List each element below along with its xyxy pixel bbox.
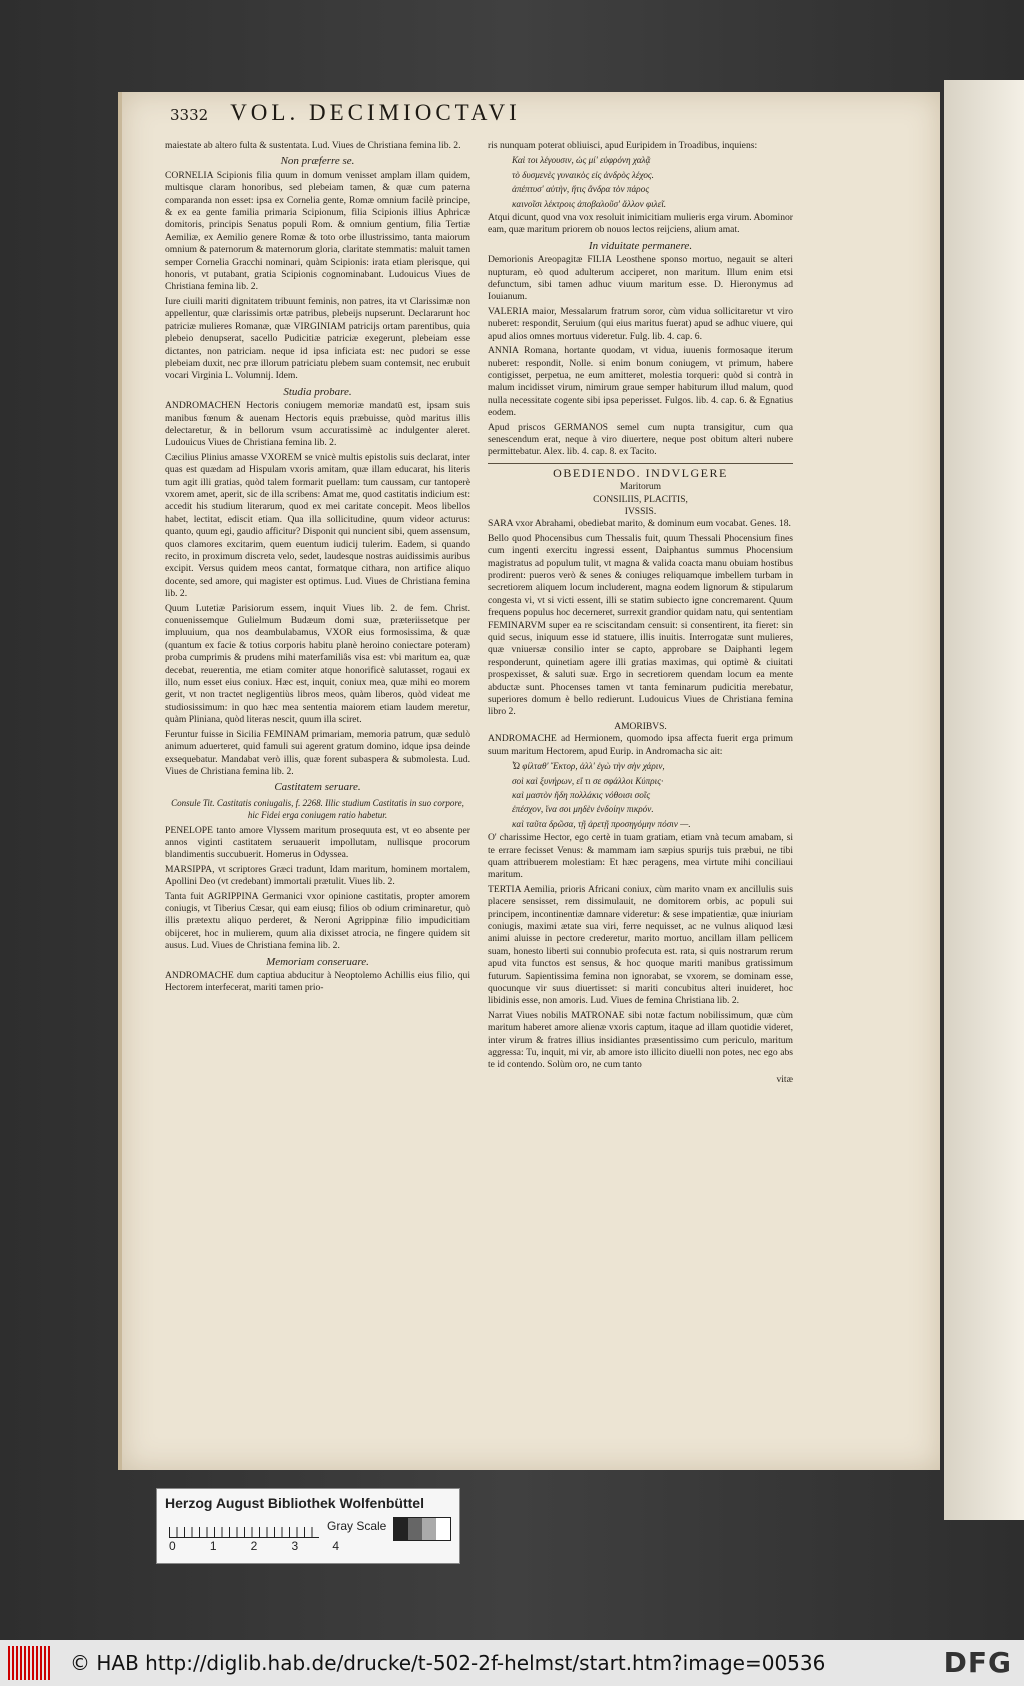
section-heading: Castitatem seruare. bbox=[274, 781, 361, 794]
copyright-url[interactable]: © HAB http://diglib.hab.de/drucke/t-502-2f-helmst/start.htm?image=00536 bbox=[70, 1651, 826, 1675]
greek-verse: Ὦ φίλταθ' Ἕκτορ, ἀλλ' ἐγὼ τὴν σὴν χάριν, bbox=[512, 761, 665, 772]
paragraph: Cæcilius Plinius amasse VXOREM se vnicè multis epistolis suis declarat, inter quas est quædam ad Hispulam vxoris amitam, quæ illam educarat, his literis tum agit illi gratias, quòd talem formarit puellam: tum caussam, cur tantoperè vxorem amet, aperit, sic de illa scribens: Amat me, quod castitatis indicium est: accedit his studium literarum, quod ex mei caritate concepit. Meos libellos habet, lectitat, ediscit etiam. Qua illa sollicitudine, quum videor acturus: quanto, quum egi, gaudio afficitur? Disponit qui nuncient sibi, quem assensum, quos clamores excitarim, quem euentum iudicij tulerim. Eadem, si quando recito, in proximum discreta velo, sedet, laudesque nostras auidissimis auribus excipit. Versus quidem meos cantat, formatque cithara, non artifice aliquo docente, sed amore, qui magister est optimus. Lud. Viues de Christiana femina lib. 2. bbox=[165, 451, 470, 600]
greek-verse: ἐπέσχον, ἵνα σοι μηδὲν ἐνδοίην πικρόν. bbox=[512, 804, 654, 815]
paragraph: ANDROMACHEN Hectoris coniugem memoriæ mandatū est, ipsam suis manibus fœnum & auenam Hectoris equis præbuisse, quòd maritus illis delectaretur, & in bellorum vsum accuratissimè ac indulgenter aleret. Ludouicus Viues de Christiana femina lib. 2. bbox=[165, 400, 470, 449]
section-heading: Memoriam conseruare. bbox=[266, 955, 369, 968]
paragraph: Tanta fuit AGRIPPINA Germanici vxor opinione castitatis, propter amorem coniugis, vt Tiberius Cæsar, qui eam eiusq; filios ob odium criminaretur, quò illis prætextu aliquo perderet, & Neroni Agrippinæ filio impudicitiam obijceret, hoc in mulierem, quum alia dixisset atrocia, ne fingere quidem sit ausus. Lud. Viues de Christiana femina lib. 2. bbox=[165, 890, 470, 952]
paragraph: Feruntur fuisse in Sicilia FEMINAM primariam, memoria patrum, quæ sedulò animum aduerteret, quid famuli sui agerent gratum domino, idque ipsa deinde exsequebatur. Mandabat verò illis, quæ forent subaspera & submolesta. Lud. Viues de Christiana femina lib. 2. bbox=[165, 728, 470, 777]
paragraph: ANDROMACHE ad Hermionem, quomodo ipsa affecta fuerit erga primum suum maritum Hectorem, apud Eurip. in Andromacha sic ait: bbox=[488, 733, 793, 757]
greek-verse: Καὶ τοι λέγουσιν, ὡς μί' εὐφρόνη χαλᾷ bbox=[512, 155, 651, 166]
paragraph: Iure ciuili mariti dignitatem tribuunt feminis, non patres, ita vt Clarissimæ non appellentur, quæ clarissimis ortæ patribus, plebeijs nupserunt. Declararunt hoc patriciæ mulieres Romanæ, quæ VIRGINIAM patricijs ortam parentibus, quia plebeio denupserat, sacello Pudicitiæ patriciæ exegerunt, plebeiam esse dictantes, non patriciam. neque id ipsa inficiata est: nec pudori se esse plebeiam duxit, nec præ illorum patriciatu plebem suam contemsit, nec erubuit vocari Virginia L. Volumnij. Idem. bbox=[165, 295, 470, 382]
paragraph: ANNIA Romana, hortante quodam, vt vidua, iuuenis formosaque iterum nuberet: respondit, Nolle. si enim bonum coniugem, vt primum, habere contigisset, perpetua, ne eum amitteret, molestia torqueri: quòd si contrà in malum incidisset virum, nimirum graue semper habiturum illud malum, quod nulla necessitate cogente sibi ipsa peperisset. Fulgos. lib. 4. cap. 6. & Egnatius eodem. bbox=[488, 345, 793, 419]
chapter-subheading: IVSSIS. bbox=[624, 506, 657, 517]
library-color-target bbox=[156, 1488, 460, 1564]
paragraph: Atqui dicunt, quod vna vox resoluit inimicitiam mulieris erga virum. Abominor eam, quæ maritum priorem ob nouos lectos reijciens, alium amat. bbox=[488, 212, 793, 236]
paragraph: maiestate ab altero fulta & sustentata. Lud. Viues de Christiana femina lib. 2. bbox=[165, 140, 461, 151]
scale-ruler bbox=[169, 1515, 319, 1538]
section-heading: In viduitate permanere. bbox=[588, 239, 693, 252]
greek-verse: τὸ δυσμενὲς γυναικὸς εἰς ἀνδρὸς λέχος. bbox=[512, 169, 654, 180]
dfg-logo: DFG bbox=[943, 1646, 1012, 1679]
ruler-number: 1 bbox=[209, 1539, 217, 1553]
section-heading: AMORIBVS. bbox=[614, 721, 667, 732]
ruler-number: 2 bbox=[250, 1539, 258, 1553]
left-column bbox=[165, 140, 470, 1200]
gray-scale-swatch bbox=[393, 1517, 451, 1541]
paragraph: SARA vxor Abrahami, obediebat marito, & dominum eum vocabat. Genes. 18. bbox=[488, 518, 791, 530]
section-heading: Non præferre se. bbox=[280, 155, 355, 168]
paragraph: Bello quod Phocensibus cum Thessalis fuit, quum Thessali Phocensium fines cum ingenti exercitu ingressi essent, Daiphantus summus Phocensium magistratus ad populum tulit, vt magna & valida coacta manu obuiam hostibus prodirent: pueros verò & senes & coniuges reliquamque imbellem turbam in secretiorem aliquem locum includerent, magna eodem lignorum & stipularum congesta vi, vt si victi essent, illi se statim subiecto igne concremarent. Quum frequens populus hoc decerneret, surrexit grandior quidam natu, qui sententiam FEMINARVM super ea re sciscitandam censuit: si consentirent, ita fieret: sin quid secus, iniquum esse id statuere, illis inuitis. Interrogatæ sunt mulieres, quæ vniuersæ consilio inter se capto, approbare se Daiphanti legem responderunt, quinetiam agere illi gratias maximas, qui optimè & ciuitati prospexisset, & saluti suæ. Ergo in secretiorem quendam locum ea mente abductæ sunt. Phocenses tamen vt tanta feminarum pudicitia merebatur, superiores domum è bello redierunt. Ludouicus Viues de Christiana femina libro 2. bbox=[488, 532, 793, 718]
adjacent-page bbox=[944, 80, 1024, 1520]
paragraph: O' charissime Hector, ego certè in tuam gratiam, etiam vnà tecum amabam, si te errare fecisset Venus: & mammam iam sæpius spurijs tuis præbui, ne tibi quam attribuerem molestiam: Et hæc peragens, mea virtute mihi conciliaui maritum. bbox=[488, 832, 793, 881]
section-heading: Studia probare. bbox=[283, 385, 352, 398]
cross-reference-note: Consule Tit. Castitatis coniugalis, f. 2268. Illic studium Castitatis in suo corpore, hic Fidei erga coniugem ratio habetur. bbox=[171, 797, 464, 821]
ruler-number: 3 bbox=[291, 1539, 299, 1553]
right-column bbox=[488, 140, 793, 1200]
chapter-subheading: Maritorum bbox=[619, 482, 662, 493]
page-header bbox=[170, 100, 820, 132]
ruler-number: 0 bbox=[169, 1539, 176, 1553]
library-name: Herzog August Bibliothek Wolfenbüttel bbox=[165, 1495, 424, 1511]
ruler-numbers bbox=[169, 1539, 339, 1553]
running-title: VOL. DECIMIOCTAVI bbox=[230, 100, 521, 125]
paragraph: Narrat Viues nobilis MATRONAE sibi notæ factum nobilissimum, quæ cùm maritum haberet amore alienæ vxoris captum, itaque ad illam quotidie videret, inter virum & fratres illius insidiantes præsentissimo cum periculo, maritum aggressa: Tu, inquit, mi vir, ab amore isto illicito diuelli non potes, nec ego abs te id contendo. Solùm oro, ne cum tanto bbox=[488, 1009, 793, 1071]
paragraph: Quum Lutetiæ Parisiorum essem, inquit Viues lib. 2. de fem. Christ. conuenissemque Gulielmum Budæum domi suæ, præteriissetque per impluuium, qua nos deambulabamus, VXOR eius formosissima, & quæ (quantum ex facie & totius corporis habitu planè heroino coniectare poteram) proba cumprimis & prudens mihi materfamiliâs visa est: vbi maritum ea, quæ decebat, reuerentia, me etiam comiter atque honorificè salutasset, rogaui ex illo, num esset eius coniux. Hæc est, inquit, coniux mea, quæ mihi eo morem gerit, vt non tractet negligentiùs libros meos, quàm liberos, quòd videat me studiosissimum: in quo hæc mea sententia maiorem etiam laudem meretur, quàm Pliniana, quòd literas nescit, quum illa sciret. bbox=[165, 602, 470, 726]
chapter-subheading: CONSILIIS, PLACITIS, bbox=[593, 494, 688, 505]
greek-verse: ἀπέπτυσ' αὐτὴν, ἥτις ἄνδρα τὸν πάρος bbox=[512, 184, 650, 195]
paragraph: Demorionis Areopagitæ FILIA Leosthene sponso mortuo, negauit se alteri nupturam, eò quod adulterum acciperet, non maritum. Illum enim etsi defunctum, sibi tamen adhuc viuum maritum esse. D. Hieronymus ad Iouianum. bbox=[488, 254, 793, 303]
paragraph: MARSIPPA, vt scriptores Græci tradunt, Idam maritum, hominem mortalem, Apollini Deo (vt credebant) immortali prætulit. Viues lib. 2. bbox=[165, 863, 470, 888]
barcode-icon bbox=[8, 1646, 50, 1680]
greek-verse: καινοῖσι λέκτροις ἀποβαλοῦσ' ἄλλον φιλεῖ. bbox=[512, 198, 667, 209]
paragraph: ris nunquam poterat obliuisci, apud Euripidem in Troadibus, inquiens: bbox=[488, 140, 758, 151]
footer-bar bbox=[0, 1640, 1024, 1686]
ruler-number: 4 bbox=[332, 1539, 339, 1553]
paragraph: PENELOPE tanto amore Vlyssem maritum prosequuta est, vt eo absente per annos viginti castitatem seruauerit impollutam, nullisque procorum blandimentis succubuerit. Homerus in Odyssea. bbox=[165, 824, 470, 861]
paragraph: Apud priscos GERMANOS semel cum nupta transigitur, cum qua senescendum erat, neque à viro diuertere, neque post obitum alteri nubere permittebatur. Alex. lib. 4. cap. 8. ex Tacito. bbox=[488, 421, 793, 458]
greek-verse: καὶ ταῦτα δρῶσα, τῇ ἀρετῇ προσηγόμην πόσιν —. bbox=[512, 818, 691, 829]
page-number: 3332 bbox=[170, 106, 209, 124]
gray-scale-label: Gray Scale bbox=[327, 1519, 387, 1533]
paragraph: ANDROMACHE dum captiua abducitur à Neoptolemo Achillis eius filio, qui Hectorem interfecerat, mariti tamen prio- bbox=[165, 970, 470, 994]
greek-verse: καὶ μαστὸν ἤδη πολλάκις νόθοισι σοῖς bbox=[512, 789, 651, 800]
paragraph: CORNELIA Scipionis filia quum in domum venisset amplam illam quidem, multisque claram honoribus, sed plebeiam tamen, & quæ cum paterna comparanda non esset: ipsa ex Cornelia gente, Romæ omnium facilè principe, & ex ea gente familia primaria Scipionum, filia Scipionis illius Aphricæ domitoris, principis Senatus populi Rom. & omnium gentium, filia Tertiæ Aemiliæ, ex Aemilio genere Romæ & toto orbe illustrissimo, tanta maiorum omnium & paternorum & maternorum gloria, claritate stemmatis: maluit tamen semper Cornelia Gracchi nominari, quàm Scipionis: irata etiam plerisque, qui honoris, vt putabant, gratia Scipionis cognominabant. Ludouicus Viues de Christiana femina lib. 2. bbox=[165, 169, 470, 293]
chapter-heading: OBEDIENDO. INDVLGERE bbox=[488, 463, 793, 479]
paragraph: VALERIA maior, Messalarum fratrum soror, cùm vidua sollicitaretur vt viro nuberet: respondit, Seruium (qui eius maritus fuerat) apud se adhuc viuere, qui apud alios omnes mortuus videretur. Fulg. lib. 4. cap. 6. bbox=[488, 305, 793, 342]
catchword: vitæ bbox=[776, 1073, 793, 1085]
greek-verse: σοὶ καὶ ξυνήρων, εἴ τι σε σφάλλοι Κύπρις· bbox=[512, 775, 664, 786]
paragraph: TERTIA Aemilia, prioris Africani coniux, cùm marito vnam ex ancillulis suis placere sensisset, rem dissimulauit, ne domitorem orbis, ac populi sui principem, incontinentiæ damnare videretur: & sese impatientiæ, quæ iniuriam coniugis, maximi ætate sua viri, ferre nequisset, ac ne vulnus aliquod læsi animi aluisse in pectore crederetur, marito mortuo, ancillam illam pellicem suam, honesto liberti sui connubio profecuta est. rata, si quis nostrarum rerum apud vita functos est sensus, & hoc quoque mariti manibus gratissimum futurum. Sapientissima femina non ignorabat, se vxorem, se dominam esse, quocunque vir suus diuertisset: si mariti concubitus alteri inuideret, hoc libidinis esse, non amoris. Lud. Viues de femina Christiana lib. 2. bbox=[488, 883, 793, 1007]
